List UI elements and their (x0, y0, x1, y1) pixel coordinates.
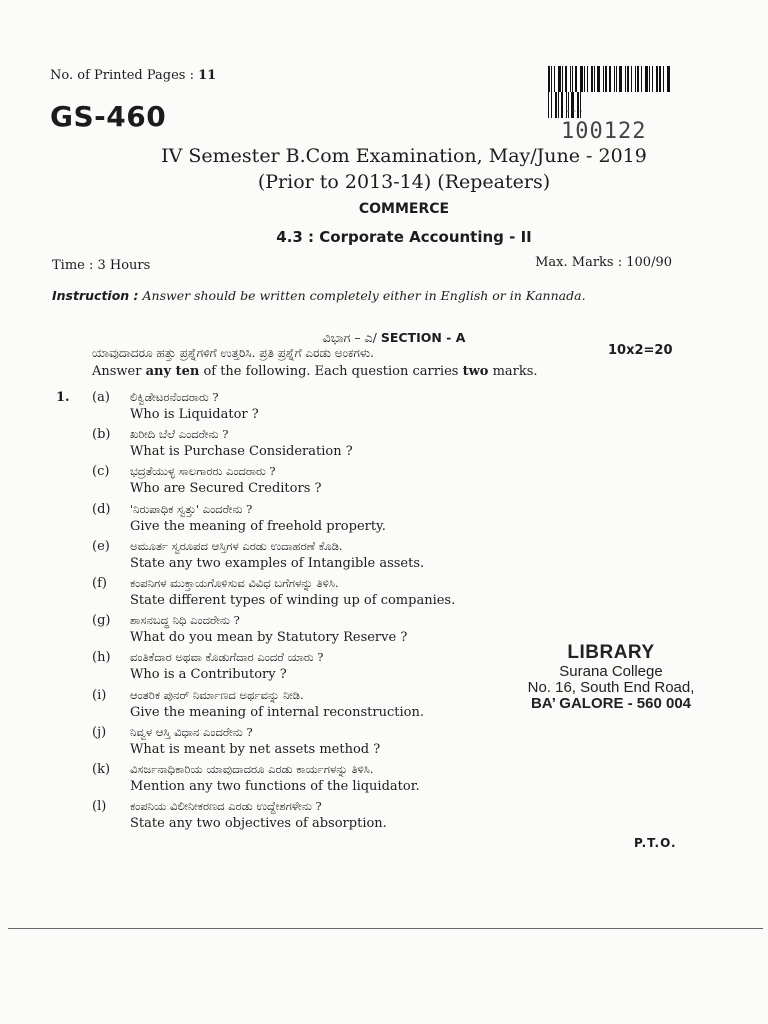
max-marks: Max. Marks : 100/90 (535, 255, 672, 270)
question-letter: (d) (92, 501, 111, 517)
paper-code: GS-460 (50, 100, 167, 133)
time-allowed: Time : 3 Hours (52, 258, 151, 273)
pto-label: P.T.O. (634, 836, 677, 850)
barcode-bar (591, 66, 593, 92)
stamp-line-3: No. 16, South End Road, (527, 679, 695, 696)
barcode-bar (587, 66, 588, 92)
question-letter: (i) (92, 687, 107, 703)
barcode-bar (625, 66, 626, 92)
exam-title: IV Semester B.Com Examination, May/June - 2019 (161, 145, 647, 167)
barcode-bar (554, 66, 555, 92)
barcode-bar (584, 66, 585, 92)
question-item (92, 390, 512, 424)
barcode-bar (570, 66, 571, 92)
question-item (92, 539, 512, 573)
section-english: SECTION - A (380, 330, 466, 345)
question-kannada: ಅಮೂರ್ತ ಸ್ವರೂಪದ ಆಸ್ತಿಗಳ ಎರಡು ಉದಾಹರಣೆ ಕೊಡಿ. (130, 538, 343, 553)
barcode-bar (656, 66, 658, 92)
question-kannada: ನಿವ್ವಳ ಆಸ್ತಿ ವಿಧಾನ ಎಂದರೇನು ? (130, 724, 253, 739)
section-kannada-instruction: ಯಾವುದಾದರೂ ಹತ್ತು ಪ್ರಶ್ನೆಗಳಿಗೆ ಉತ್ತರಿಸಿ. ಪ್ರತಿ ಪ್ರಶ್ನೆಗೆ ಎರಡು ಅಂಕಗಳು. (92, 346, 374, 360)
barcode-bar (548, 66, 550, 92)
barcode-bar (652, 66, 653, 92)
question-english: What is Purchase Consideration ? (130, 444, 353, 460)
instr-any-ten: any ten (145, 364, 200, 379)
question-letter: (l) (92, 799, 107, 815)
question-kannada: ವಂತಿಕೆದಾರ ಅಥವಾ ಕೊಡುಗೆದಾರ ಎಂದರೆ ಯಾರು ? (130, 650, 324, 665)
barcode-bar (659, 66, 661, 92)
serial-dash: - - - (566, 106, 583, 117)
barcode-bar (558, 92, 559, 118)
question-item (92, 464, 512, 498)
question-number: 1. (56, 390, 70, 405)
question-english: What is meant by net assets method ? (130, 741, 381, 757)
printed-pages-line (50, 68, 216, 83)
instr-part: marks. (492, 364, 538, 379)
barcode-bar (649, 66, 650, 92)
barcode-bar (558, 66, 561, 92)
question-english: State different types of winding up of companies. (130, 593, 456, 608)
question-item (92, 576, 512, 610)
question-item (92, 502, 512, 536)
exam-subtitle: (Prior to 2013-14) (Repeaters) (257, 171, 551, 193)
question-english: Give the meaning of freehold property. (130, 518, 386, 534)
question-letter: (j) (92, 724, 107, 740)
question-english: Mention any two functions of the liquidator. (130, 779, 420, 794)
printed-pages-label: No. of Printed Pages : (50, 68, 194, 83)
subject-title: COMMERCE (358, 201, 450, 217)
question-item (92, 650, 512, 684)
barcode-bar (548, 92, 549, 118)
paper-title: 4.3 : Corporate Accounting - II (276, 228, 532, 246)
barcode-bar (603, 66, 604, 92)
question-english: State any two objectives of absorption. (130, 816, 387, 832)
question-letter: (f) (92, 576, 107, 591)
barcode-bar (575, 66, 577, 92)
question-kannada: ಕಂಪನಿಯ ವಿಲೀನೀಕರಣದ ಎರಡು ಉದ್ದೇಶಗಳೇನು ? (130, 799, 322, 814)
stamp-line-1: LIBRARY (567, 642, 655, 663)
question-letter: (b) (92, 427, 111, 443)
library-stamp (514, 642, 708, 712)
barcode-bar (627, 66, 629, 92)
question-letter: (a) (92, 390, 110, 405)
question-item (92, 427, 512, 461)
barcode-bar (667, 66, 670, 92)
question-item (92, 799, 512, 833)
barcode-bar (663, 66, 664, 92)
question-kannada: ಲಿಕ್ವಿಡೇಟರನೆಂದರಾರು ? (130, 390, 219, 404)
instr-two: two (462, 364, 489, 379)
question-english: Who is a Contributory ? (130, 667, 287, 683)
instruction-text: Answer should be written completely either in English or in Kannada. (142, 288, 586, 303)
barcode-bar (597, 66, 600, 92)
instruction-label: Instruction : (52, 288, 139, 303)
question-english: Who is Liquidator ? (130, 407, 259, 422)
barcode-bar (565, 66, 567, 92)
barcode-bar (562, 66, 563, 92)
stamp-line-2: Surana College (559, 663, 663, 680)
stamp-line-4: BA’ GALORE - 560 004 (530, 695, 692, 712)
barcode-bar (619, 66, 622, 92)
barcode-bar (609, 66, 611, 92)
instr-part: of the following. Each question carries (203, 364, 459, 379)
question-item (92, 725, 512, 759)
question-english: What do you mean by Statutory Reserve ? (130, 630, 408, 646)
question-kannada: ಶಾಸನಬದ್ಧ ನಿಧಿ ಎಂದರೇನು ? (130, 613, 240, 628)
question-kannada: ವಿಸರ್ಜನಾಧಿಕಾರಿಯ ಯಾವುದಾದರೂ ಎರಡು ಕಾರ್ಯಗಳನ್ನು ತಿಳಿಸಿ. (130, 762, 374, 776)
barcode (548, 66, 672, 92)
question-item (92, 613, 512, 647)
question-kannada: ಆಂತರಿಕ ಪುನರ್ ನಿರ್ಮಾಣದ ಅರ್ಥವನ್ನು ನೀಡಿ. (130, 687, 304, 702)
question-english: Give the meaning of internal reconstruction. (130, 704, 424, 720)
barcode-bar (635, 66, 636, 92)
question-letter: (h) (92, 650, 111, 666)
question-letter: (k) (92, 762, 111, 777)
question-kannada: ಕಂಪನಿಗಳ ಮುಕ್ತಾಯಗೊಳಿಸುವ ವಿವಿಧ ಬಗೆಗಳನ್ನು ತಿಳಿಸಿ. (130, 576, 339, 590)
section-english-instruction (92, 364, 538, 379)
barcode-bar (614, 66, 615, 92)
barcode-bar (561, 92, 563, 118)
question-item (92, 762, 512, 796)
serial-number: 100122 (561, 119, 647, 144)
barcode-bar (555, 92, 557, 118)
barcode-bar (551, 66, 552, 92)
barcode-bar (594, 66, 595, 92)
question-english: State any two examples of Intangible assets. (130, 555, 425, 571)
barcode-bar (605, 66, 607, 92)
question-kannada: ಭದ್ರತೆಯುಳ್ಳ ಸಾಲಗಾರರು ಎಂದರಾರು ? (130, 464, 276, 479)
barcode-bar (645, 66, 648, 92)
barcode-bar (631, 66, 632, 92)
barcode-bar (616, 66, 617, 92)
question-english: Who are Secured Creditors ? (130, 481, 322, 497)
section-kannada: ವಿಭಾಗ – ಎ/ (322, 330, 377, 345)
barcode-bar (580, 66, 583, 92)
printed-pages-value: 11 (198, 68, 217, 83)
section-marks: 10x2=20 (608, 343, 673, 358)
barcode-bar (637, 66, 639, 92)
question-kannada: ಖರೀದಿ ಬೆಲೆ ಎಂದರೇನು ? (130, 427, 229, 442)
barcode-bar (641, 66, 642, 92)
barcode-bar (572, 66, 573, 92)
question-kannada: 'ನಿರುಪಾಧಿಕ ಸ್ವತ್ತು' ಎಂದರೇನು ? (130, 501, 253, 516)
question-letter: (g) (92, 613, 111, 629)
instr-part: Answer (92, 364, 142, 379)
question-letter: (c) (92, 464, 110, 480)
barcode-bar (551, 92, 552, 118)
question-item (92, 688, 512, 722)
question-letter: (e) (92, 538, 110, 554)
page-bottom-rule (8, 928, 763, 929)
instruction (52, 288, 586, 303)
